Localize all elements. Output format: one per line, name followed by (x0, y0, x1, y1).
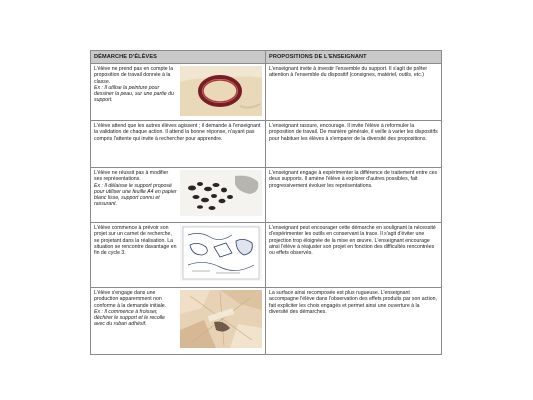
painting-circle-image (180, 66, 262, 116)
table-row (91, 64, 442, 121)
cell-eleve: L'élève attend que les autres élèves agissent ; il demande à l'enseignant la validation de chaque action. Il attend la bonne réponse, n'ayant pas compris l'attente qui invite à rechercher pour apprendre. (91, 121, 266, 168)
header-demarche-eleves: DÉMARCHE D'ÉLÈVES (91, 51, 266, 64)
table-row (91, 223, 442, 288)
table-header-row (91, 51, 442, 64)
cell-eleve (91, 168, 266, 223)
cell-enseignant: La surface ainsi recomposée est plus rugueuse. L'enseignant accompagne l'élève dans l'observation des effets produits par son action, fait expliciter les choix engagés et permet ainsi une ouverture à la diversité des démarches. (266, 288, 442, 355)
notebook-sketches-image (180, 225, 262, 281)
dark-spots-image (180, 170, 262, 216)
eleve-text: L'élève ne prend pas en compte la proposition de travail donnée à la classe. (94, 66, 174, 85)
table-row (91, 121, 442, 168)
cell-eleve (91, 288, 266, 355)
eleve-text: L'élève ne réussit pas à modifier ses représentations. (94, 170, 169, 183)
header-propositions-enseignant: PROPOSITIONS DE L'ENSEIGNANT (266, 51, 442, 64)
pedagogy-table (90, 50, 442, 355)
example-text: Ex : Il utilise la peinture pour dessiner la peau, sur une partie du support. (94, 84, 174, 104)
document-page (90, 50, 441, 355)
example-text: Ex : Il commence à froisser, déchirer le support et le recolle avec du ruban adhésif. (94, 308, 165, 328)
cell-eleve (91, 223, 266, 288)
eleve-text: L'élève s'engage dans une production apparemment non conforme à la demande initiale. (94, 290, 167, 309)
table-row (91, 168, 442, 223)
cell-eleve (91, 64, 266, 121)
cell-enseignant: L'enseignant peut encourager cette démarche en soulignant la nécessité d'expérimenter les outils en conservant la trace. Il s'agit d'éviter une projection trop éloignée de la mise en œuvre. L'enseignant encourage ainsi l'élève à réajuster son projet en fonction des difficultés rencontrées ou effets observés. (266, 223, 442, 288)
cell-enseignant: L'enseignant invite à investir l'ensemble du support. Il s'agit de prêter attention à l'ensemble du dispositif (consignes, matériel, outils, etc.) (266, 64, 442, 121)
example-text: Ex : Il délaisse le support proposé pour utiliser une feuille A4 en papier blanc lisse, support connu et rassurant. (94, 182, 177, 208)
eleve-text: L'élève commence à prévoir son projet sur un carnet de recherche, se projetant dans la réalisation. La situation se rencontre davantage en fin de cycle 3. (94, 225, 177, 257)
table-row (91, 288, 442, 355)
cell-enseignant: L'enseignant rassure, encourage. Il invite l'élève à reformuler la proposition de travail. De manière générale, il veille à varier les dispositifs pour habituer les élèves à s'emparer de la diversité des propositions. (266, 121, 442, 168)
cell-enseignant: L'enseignant engage à expérimenter la différence de traitement entre ces deux supports. Il amène l'élève à explorer d'autres possibles, fait progressivement évoluer les représentations. (266, 168, 442, 223)
crumpled-paper-image (180, 290, 262, 348)
